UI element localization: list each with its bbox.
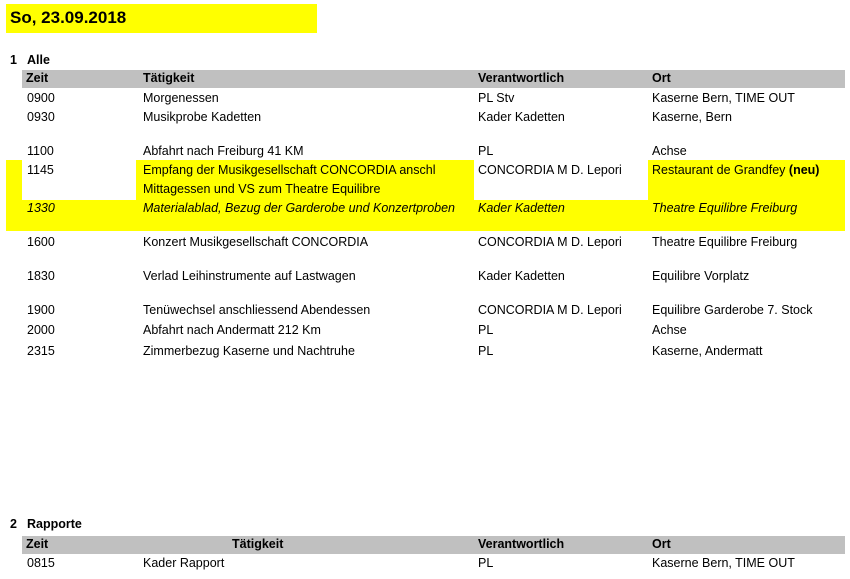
cell-verantwortlich: CONCORDIA M D. Lepori xyxy=(478,235,622,249)
cell-ort: Kaserne Bern, TIME OUT xyxy=(652,91,795,105)
cell-ort: Equilibre Vorplatz xyxy=(652,269,750,283)
table-row xyxy=(0,269,850,289)
cell-verantwortlich: Kader Kadetten xyxy=(478,269,565,283)
cell-taetigkeit: Konzert Musikgesellschaft CONCORDIA xyxy=(143,235,369,249)
column-header-taetigkeit: Tätigkeit xyxy=(232,537,284,551)
table-row xyxy=(0,110,850,130)
cell-ort: Kaserne Bern, TIME OUT xyxy=(652,556,795,570)
cell-zeit: 1600 xyxy=(27,235,55,249)
table-row xyxy=(0,303,850,323)
cell-zeit: 2315 xyxy=(27,344,55,358)
cell-taetigkeit: Abfahrt nach Andermatt 212 Km xyxy=(143,323,321,337)
column-header-verantwortlich: Verantwortlich xyxy=(478,71,565,85)
cell-ort: Theatre Equilibre Freiburg xyxy=(652,235,798,249)
column-header-taetigkeit: Tätigkeit xyxy=(143,71,195,85)
cell-verantwortlich: PL xyxy=(478,556,494,570)
cell-zeit: 0930 xyxy=(27,110,55,124)
column-header-zeit: Zeit xyxy=(26,537,49,551)
table-row xyxy=(0,556,850,576)
cell-taetigkeit: Morgenessen xyxy=(143,91,219,105)
cell-zeit: 1100 xyxy=(27,144,54,158)
table-row-highlighted xyxy=(0,201,850,221)
cell-taetigkeit: Materialablad, Bezug der Garderobe und Konzertproben xyxy=(143,201,456,215)
table-row xyxy=(0,91,850,111)
cell-zeit: 1145 xyxy=(27,163,54,177)
cell-taetigkeit: Empfang der Musikgesellschaft CONCORDIA anschl xyxy=(143,163,436,177)
cell-ort: Achse xyxy=(652,144,687,158)
cell-taetigkeit: Abfahrt nach Freiburg 41 KM xyxy=(143,144,304,158)
column-header-ort: Ort xyxy=(652,537,671,551)
section-title: Alle xyxy=(27,53,50,67)
table-row xyxy=(0,235,850,255)
cell-taetigkeit-line2: Mittagessen und VS zum Theatre Equilibre xyxy=(143,182,381,196)
cell-ort: Equilibre Garderobe 7. Stock xyxy=(652,303,813,317)
cell-zeit: 2000 xyxy=(27,323,55,337)
section-number: 2 xyxy=(10,517,17,531)
column-header-zeit: Zeit xyxy=(26,71,49,85)
new-badge: (neu) xyxy=(788,163,820,177)
cell-zeit: 1830 xyxy=(27,269,55,283)
cell-ort: Theatre Equilibre Freiburg xyxy=(652,201,798,215)
cell-ort: Restaurant de Grandfey (neu) xyxy=(652,163,820,177)
cell-verantwortlich: PL xyxy=(478,344,494,358)
cell-taetigkeit: Kader Rapport xyxy=(143,556,225,570)
cell-zeit: 0815 xyxy=(27,556,55,570)
cell-verantwortlich: CONCORDIA M D. Lepori xyxy=(478,303,622,317)
cell-verantwortlich: Kader Kadetten xyxy=(478,110,565,124)
cell-zeit: 1330 xyxy=(27,201,55,215)
section-title: Rapporte xyxy=(27,517,82,531)
cell-taetigkeit: Musikprobe Kadetten xyxy=(143,110,262,124)
cell-verantwortlich: PL Stv xyxy=(478,91,515,105)
cell-zeit: 0900 xyxy=(27,91,55,105)
cell-zeit: 1900 xyxy=(27,303,55,317)
cell-ort: Kaserne, Bern xyxy=(652,110,732,124)
table-header xyxy=(22,536,845,554)
date-title: So, 23.09.2018 xyxy=(10,8,127,27)
table-header xyxy=(22,70,845,88)
table-row xyxy=(0,323,850,343)
table-row-highlighted xyxy=(0,160,850,200)
column-header-ort: Ort xyxy=(652,71,671,85)
cell-taetigkeit: Verlad Leihinstrumente auf Lastwagen xyxy=(143,269,356,283)
section-number: 1 xyxy=(10,53,17,67)
cell-taetigkeit: Tenüwechsel anschliessend Abendessen xyxy=(143,303,371,317)
cell-ort: Kaserne, Andermatt xyxy=(652,344,763,358)
cell-verantwortlich: CONCORDIA M D. Lepori xyxy=(478,163,622,177)
cell-verantwortlich: PL xyxy=(478,323,494,337)
cell-verantwortlich: Kader Kadetten xyxy=(478,201,565,215)
column-header-verantwortlich: Verantwortlich xyxy=(478,537,565,551)
cell-verantwortlich: PL xyxy=(478,144,494,158)
cell-ort: Achse xyxy=(652,323,687,337)
table-row xyxy=(0,344,850,364)
cell-taetigkeit: Zimmerbezug Kaserne und Nachtruhe xyxy=(143,344,355,358)
